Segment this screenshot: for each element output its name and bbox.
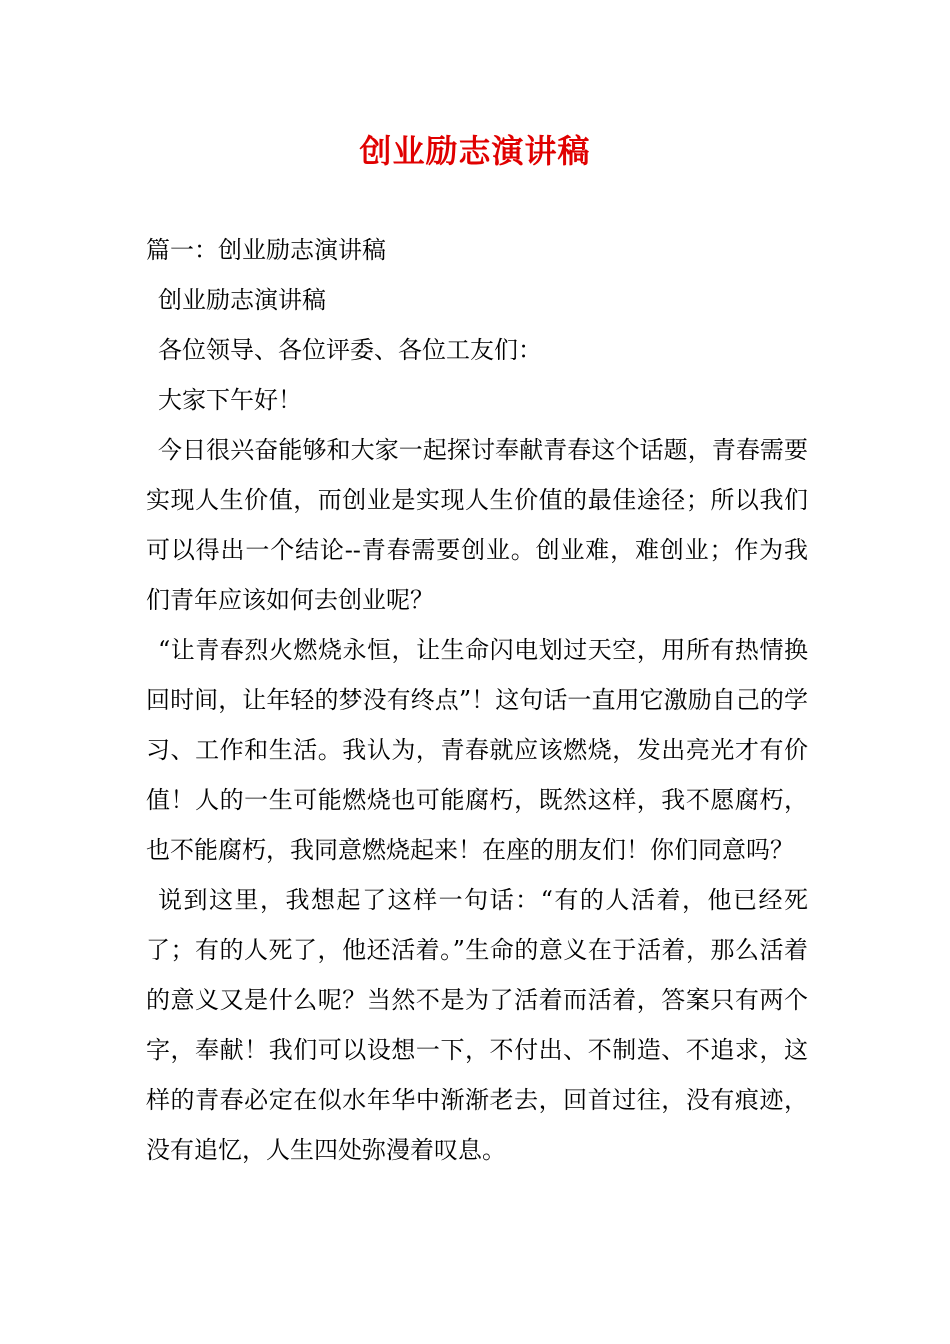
document-title: 创业励志演讲稿: [359, 132, 591, 170]
greeting: 大家下午好！: [158, 386, 302, 414]
body-paragraph: “让青春烈火燃烧永恒，让生命闪电划过天空，用所有热情换回时间，让年轻的梦没有终点”！这句话一直用它激励自己的学习、工作和生活。我认为，青春就应该燃烧，发出亮光才有价值！人的一生可能燃烧也可能腐朽，既然这样，我不愿腐朽，也不能腐朽，我同意燃烧起来！在座的朋友们！你们同意吗？: [146, 636, 808, 864]
document-body: [146, 225, 808, 1175]
speech-title: 创业励志演讲稿: [158, 286, 326, 314]
body-paragraph: 说到这里，我想起了这样一句话：“有的人活着，他已经死了；有的人死了，他还活着。”生命的意义在于活着，那么活着的意义又是什么呢？当然不是为了活着而活着，答案只有两个字，奉献！我们可以设想一下，不付出、不制造、不追求，这样的青春必定在似水年华中渐渐老去，回首过往，没有痕迹，没有追忆，人生四处弥漫着叹息。: [146, 886, 808, 1164]
section-heading: 篇一：创业励志演讲稿: [146, 236, 386, 264]
salutation: 各位领导、各位评委、各位工友们：: [158, 336, 542, 364]
body-paragraph: 今日很兴奋能够和大家一起探讨奉献青春这个话题，青春需要实现人生价值，而创业是实现人生价值的最佳途径；所以我们可以得出一个结论--青春需要创业。创业难，难创业；作为我们青年应该如何去创业呢？: [146, 436, 808, 614]
